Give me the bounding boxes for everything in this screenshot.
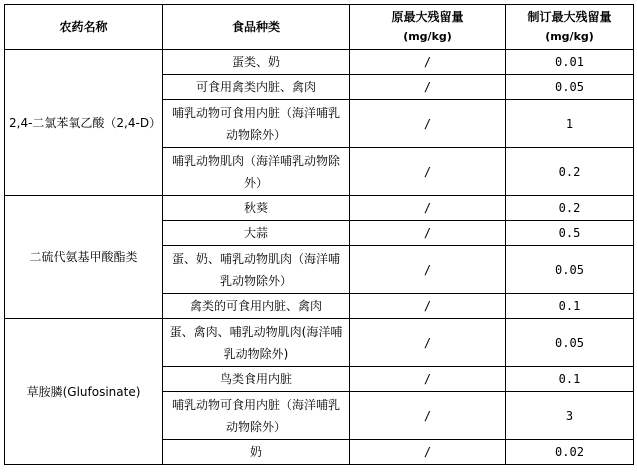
original-limit: / (350, 50, 506, 75)
table-row (5, 50, 634, 75)
original-limit: / (350, 75, 506, 100)
pesticide-name: 二硫代氨基甲酸酯类 (5, 196, 163, 319)
header-original-unit: (mg/kg) (403, 30, 452, 43)
revised-limit: 0.5 (506, 221, 634, 246)
original-limit: / (350, 148, 506, 196)
food-type: 鸟类食用内脏 (163, 367, 350, 392)
pesticide-name: 2,4-二氯苯氧乙酸（2,4-D） (5, 50, 163, 196)
food-type: 蛋、奶、哺乳动物肌肉（海洋哺乳动物除外） (163, 246, 350, 294)
revised-limit: 0.05 (506, 319, 634, 367)
food-type: 哺乳动物可食用内脏（海洋哺乳动物除外） (163, 392, 350, 440)
food-type: 哺乳动物可食用内脏（海洋哺乳动物除外） (163, 100, 350, 148)
food-type: 蛋、禽肉、哺乳动物肌肉(海洋哺乳动物除外) (163, 319, 350, 367)
header-food-type: 食品种类 (163, 5, 350, 50)
header-original-limit (350, 5, 506, 50)
revised-limit: 0.2 (506, 148, 634, 196)
revised-limit: 1 (506, 100, 634, 148)
pesticide-name: 草胺膦(Glufosinate) (5, 319, 163, 465)
revised-limit: 0.05 (506, 246, 634, 294)
table-row (5, 196, 634, 221)
food-type: 大蒜 (163, 221, 350, 246)
original-limit: / (350, 294, 506, 319)
food-type: 可食用禽类内脏、禽肉 (163, 75, 350, 100)
header-revised-limit (506, 5, 634, 50)
original-limit: / (350, 440, 506, 465)
food-type: 哺乳动物肌肉（海洋哺乳动物除外） (163, 148, 350, 196)
revised-limit: 0.02 (506, 440, 634, 465)
revised-limit: 0.1 (506, 294, 634, 319)
original-limit: / (350, 221, 506, 246)
revised-limit: 0.01 (506, 50, 634, 75)
original-limit: / (350, 319, 506, 367)
header-pesticide: 农药名称 (5, 5, 163, 50)
header-revised-unit: (mg/kg) (545, 30, 594, 43)
revised-limit: 0.2 (506, 196, 634, 221)
food-type: 禽类的可食用内脏、禽肉 (163, 294, 350, 319)
original-limit: / (350, 392, 506, 440)
header-original-label: 原最大残留量 (391, 10, 464, 24)
revised-limit: 0.1 (506, 367, 634, 392)
food-type: 蛋类、奶 (163, 50, 350, 75)
original-limit: / (350, 196, 506, 221)
food-type: 奶 (163, 440, 350, 465)
original-limit: / (350, 100, 506, 148)
table-row (5, 319, 634, 367)
revised-limit: 0.05 (506, 75, 634, 100)
header-revised-label: 制订最大残留量 (527, 10, 612, 24)
original-limit: / (350, 246, 506, 294)
original-limit: / (350, 367, 506, 392)
residue-limits-table (4, 4, 634, 465)
food-type: 秋葵 (163, 196, 350, 221)
header-row (5, 5, 634, 50)
revised-limit: 3 (506, 392, 634, 440)
